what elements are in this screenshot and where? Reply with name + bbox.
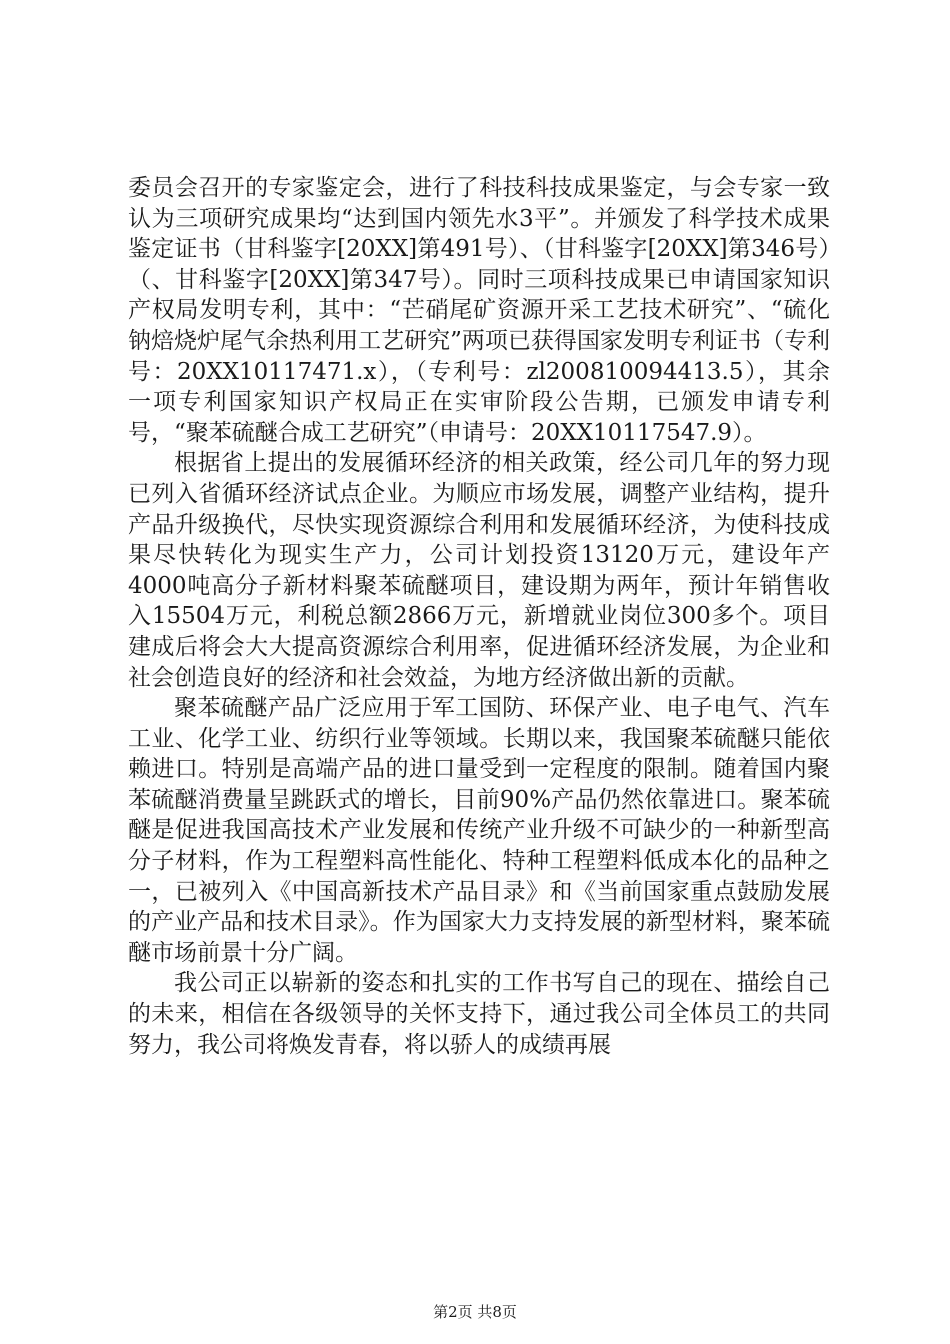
paragraph: 根据省上提出的发展循环经济的相关政策，经公司几年的努力现已列入省循环经济试点企业。为顺应市场发展，调整产业结构，提升产品升级换代，尽快实现资源综合利用和发展循环经济，为使科技成果尽快转化为现实生产力，公司计划投资13120万元，建设年产4000吨高分子新材料聚苯硫醚项目，建设期为两年，预计年销售收入15504万元，利税总额2866万元，新增就业岗位300多个。项目建成后将会大大提高资源综合利用率，促进循环经济发展，为企业和社会创造良好的经济和社会效益，为地方经济做出新的贡献。 (128, 450, 830, 691)
paragraph: 我公司正以崭新的姿态和扎实的工作书写自己的现在、描绘自己的未来，相信在各级领导的关怀支持下，通过我公司全体员工的共同努力，我公司将焕发青春，将以骄人的成绩再展 (128, 970, 830, 1058)
document-body (128, 173, 830, 1060)
paragraph-continuation: 委员会召开的专家鉴定会，进行了科技科技成果鉴定，与会专家一致认为三项研究成果均“达到国内领先水3平”。并颁发了科学技术成果鉴定证书（甘科鉴字[20XX]第491号）、（甘科鉴字[20XX]第346号）（、甘科鉴字[20XX]第347号）。同时三项科技成果已申请国家知识产权局发明专利，其中：“芒硝尾矿资源开采工艺技术研究”、“硫化钠焙烧炉尾气余热利用工艺研究”两项已获得国家发明专利证书（专利号：20XX10117471.x），（专利号：zl200810094413.5），其余一项专利国家知识产权局正在实审阶段公告期，已颁发申请专利号，“聚苯硫醚合成工艺研究”（申请号：20XX10117547.9）。 (128, 175, 830, 446)
page-number-footer: 第2页 共8页 (433, 1303, 517, 1321)
paragraph: 聚苯硫醚产品广泛应用于军工国防、环保产业、电子电气、汽车工业、化学工业、纺织行业等领域。长期以来，我国聚苯硫醚只能依赖进口。特别是高端产品的进口量受到一定程度的限制。随着国内聚苯硫醚消费量呈跳跃式的增长，目前90%产品仍然依靠进口。聚苯硫醚是促进我国高技术产业发展和传统产业升级不可缺少的一种新型高分子材料，作为工程塑料高性能化、特种工程塑料低成本化的品种之一，已被列入《中国高新技术产品目录》和《当前国家重点鼓励发展的产业产品和技术目录》。作为国家大力支持发展的新型材料，聚苯硫醚市场前景十分广阔。 (128, 695, 830, 966)
